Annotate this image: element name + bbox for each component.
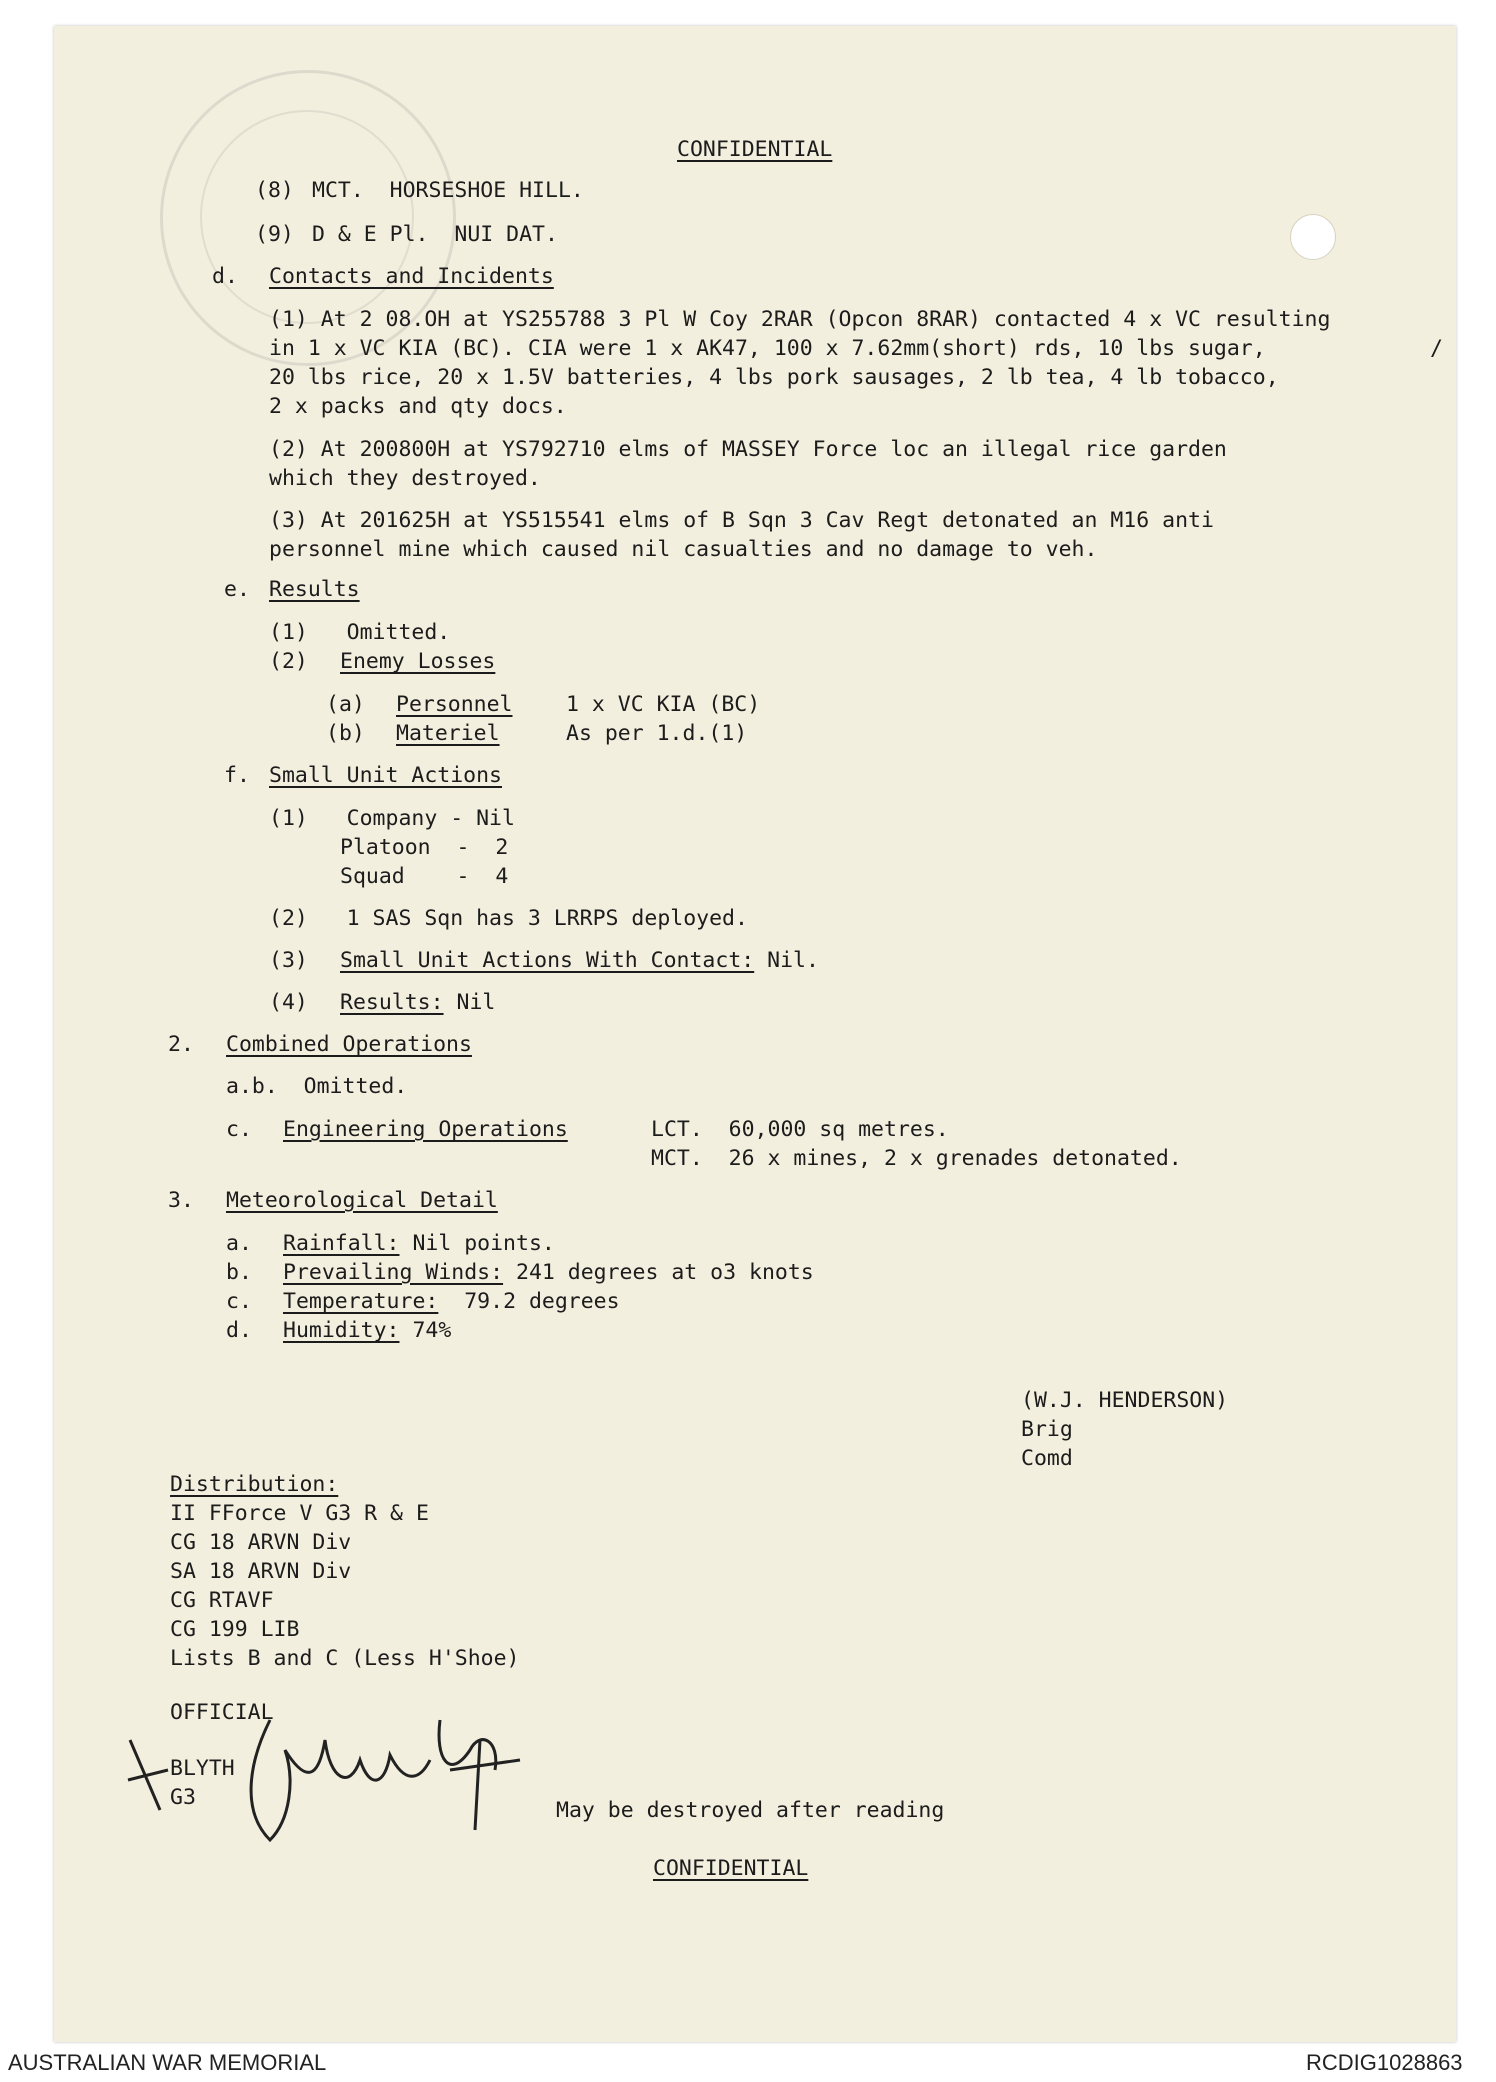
sua-1-platoon: Platoon - 2	[340, 835, 509, 860]
sua-3-line	[340, 948, 819, 974]
header-classification: CONFIDENTIAL	[677, 137, 833, 162]
official-role: G3	[170, 1785, 196, 1810]
sua-4-value: Nil	[443, 990, 496, 1015]
handwritten-signature	[120, 1700, 550, 1850]
section-3-title: Meteorological Detail	[226, 1188, 498, 1213]
winds-label: Prevailing Winds:	[283, 1260, 504, 1285]
item-8-text: MCT. HORSESHOE HILL.	[312, 178, 584, 203]
section-d-title: Contacts and Incidents	[269, 264, 554, 289]
temperature-label: Temperature:	[283, 1289, 439, 1314]
item-9-number: (9)	[255, 222, 294, 247]
met-c-letter: c.	[226, 1289, 252, 1314]
result-2a-number: (a)	[326, 692, 365, 717]
met-d-letter: d.	[226, 1318, 252, 1343]
result-2-title: Enemy Losses	[340, 649, 496, 674]
section-2-title: Combined Operations	[226, 1032, 472, 1057]
sua-4-line	[340, 990, 495, 1016]
contact-2-line-1: (2) At 200800H at YS792710 elms of MASSEY Force loc an illegal rice garden	[269, 437, 1227, 462]
result-2a-label: Personnel	[396, 692, 513, 717]
result-2b-value: As per 1.d.(1)	[566, 721, 748, 746]
met-a-letter: a.	[226, 1231, 252, 1256]
archive-id: RCDIG1028863	[1306, 2050, 1463, 2075]
result-2-number: (2)	[269, 649, 308, 674]
sua-1-squad: Squad - 4	[340, 864, 509, 889]
engineering-mct: MCT. 26 x mines, 2 x grenades detonated.	[651, 1146, 1182, 1171]
distribution-line: CG 18 ARVN Div	[170, 1530, 352, 1555]
sua-4-number: (4)	[269, 990, 308, 1015]
met-b-letter: b.	[226, 1260, 252, 1285]
punch-hole	[1290, 214, 1336, 260]
distribution-line: CG RTAVF	[170, 1588, 274, 1613]
engineering-lct: LCT. 60,000 sq metres.	[651, 1117, 949, 1142]
result-1: (1) Omitted.	[269, 620, 451, 645]
margin-mark: /	[1430, 336, 1443, 361]
contact-1-line-4: 2 x packs and qty docs.	[269, 394, 567, 419]
destroy-note: May be destroyed after reading	[556, 1798, 945, 1823]
contact-3-line-2: personnel mine which caused nil casualties and no damage to veh.	[269, 537, 1098, 562]
commander-title: Comd	[1021, 1446, 1073, 1471]
official-name: BLYTH	[170, 1756, 235, 1781]
commander-name: (W.J. HENDERSON)	[1021, 1388, 1229, 1413]
met-c-line	[283, 1289, 620, 1315]
distribution-line: Lists B and C (Less H'Shoe)	[170, 1646, 520, 1671]
commander-rank: Brig	[1021, 1417, 1073, 1442]
section-2c-letter: c.	[226, 1117, 252, 1142]
footer-classification: CONFIDENTIAL	[653, 1856, 809, 1881]
section-f-title: Small Unit Actions	[269, 763, 502, 788]
sua-3-title: Small Unit Actions With Contact:	[340, 948, 755, 973]
met-b-line	[283, 1260, 814, 1286]
section-2c-title: Engineering Operations	[283, 1117, 568, 1142]
result-2b-label: Materiel	[396, 721, 500, 746]
humidity-label: Humidity:	[283, 1318, 400, 1343]
contact-1-line-2: in 1 x VC KIA (BC). CIA were 1 x AK47, 100 x 7.62mm(short) rds, 10 lbs sugar,	[269, 336, 1266, 361]
distribution-line: SA 18 ARVN Div	[170, 1559, 352, 1584]
met-d-line	[283, 1318, 451, 1344]
sua-4-title: Results:	[340, 990, 444, 1015]
section-3-number: 3.	[168, 1188, 194, 1213]
winds-value: 241 degrees at o3 knots	[503, 1260, 814, 1285]
section-2-ab: a.b. Omitted.	[226, 1074, 408, 1099]
archive-source: AUSTRALIAN WAR MEMORIAL	[8, 2050, 327, 2075]
section-e-title: Results	[269, 577, 360, 602]
sua-3-number: (3)	[269, 948, 308, 973]
sua-1: (1) Company - Nil	[269, 806, 515, 831]
rainfall-label: Rainfall:	[283, 1231, 400, 1256]
received-stamp-inner-ring	[200, 110, 414, 324]
item-8-number: (8)	[255, 178, 294, 203]
met-a-line	[283, 1231, 555, 1257]
section-d-letter: d.	[212, 264, 238, 289]
section-f-letter: f.	[224, 763, 250, 788]
official-label: OFFICIAL	[170, 1700, 274, 1725]
section-2-number: 2.	[168, 1032, 194, 1057]
contact-2-line-2: which they destroyed.	[269, 466, 541, 491]
humidity-value: 74%	[399, 1318, 452, 1343]
result-2b-number: (b)	[326, 721, 365, 746]
distribution-heading: Distribution:	[170, 1472, 339, 1497]
contact-3-line-1: (3) At 201625H at YS515541 elms of B Sqn 3 Cav Regt detonated an M16 anti	[269, 508, 1214, 533]
result-2a-value: 1 x VC KIA (BC)	[566, 692, 761, 717]
section-e-letter: e.	[224, 577, 250, 602]
distribution-line: II FForce V G3 R & E	[170, 1501, 429, 1526]
sua-3-value: Nil.	[754, 948, 819, 973]
rainfall-value: Nil points.	[399, 1231, 555, 1256]
contact-1-line-1: (1) At 2 08.OH at YS255788 3 Pl W Coy 2RAR (Opcon 8RAR) contacted 4 x VC resulting	[269, 307, 1331, 332]
sua-2: (2) 1 SAS Sqn has 3 LRRPS deployed.	[269, 906, 748, 931]
contact-1-line-3: 20 lbs rice, 20 x 1.5V batteries, 4 lbs pork sausages, 2 lb tea, 4 lb tobacco,	[269, 365, 1279, 390]
distribution-line: CG 199 LIB	[170, 1617, 300, 1642]
item-9-text: D & E Pl. NUI DAT.	[312, 222, 558, 247]
temperature-value: 79.2 degrees	[438, 1289, 620, 1314]
